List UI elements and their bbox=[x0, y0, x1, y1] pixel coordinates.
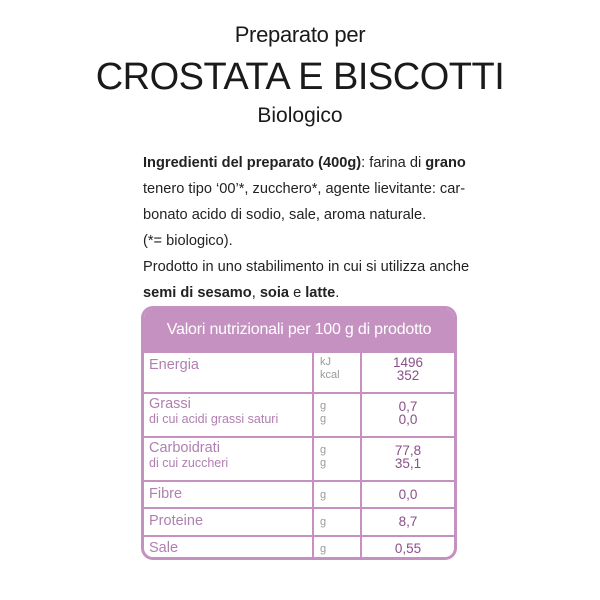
nutrition-row-carbs bbox=[144, 436, 454, 480]
nutrient-unit: g bbox=[320, 457, 327, 469]
nutrient-unit: g bbox=[320, 516, 327, 528]
ingredient-grain: grano bbox=[425, 155, 466, 171]
allergens-line bbox=[143, 280, 463, 306]
nutrition-table bbox=[141, 306, 457, 560]
ingredients-line-2: tenero tipo ‘00’*, zucchero*, agente lievitante: car- bbox=[143, 181, 466, 197]
product-title: CROSTATA E BISCOTTI bbox=[95, 56, 505, 98]
nutrient-unit: g bbox=[320, 400, 327, 412]
nutrition-heading: Valori nutrizionali per 100 g di prodotto bbox=[144, 309, 454, 353]
nutrient-subname: di cui zuccheri bbox=[149, 456, 229, 470]
ingredients-label: Ingredienti del preparato bbox=[143, 155, 315, 171]
nutrient-value: 77,8 bbox=[394, 443, 422, 458]
product-subtitle: Biologico bbox=[257, 104, 343, 127]
nutrition-body bbox=[144, 353, 454, 557]
nutrient-name: Fibre bbox=[149, 486, 183, 502]
nutrition-row-salt bbox=[144, 535, 454, 560]
nutrient-value: 352 bbox=[396, 368, 420, 383]
ingredients-line-4: (*= biologico). bbox=[143, 233, 233, 249]
nutrient-unit: g bbox=[320, 543, 327, 555]
allergen-end: . bbox=[335, 285, 340, 301]
nutrient-name: Carboidrati bbox=[149, 440, 220, 456]
nutrition-row-fat bbox=[144, 392, 454, 436]
nutrient-value: 8,7 bbox=[398, 514, 418, 529]
nutrient-value: 0,0 bbox=[398, 412, 418, 427]
nutrient-unit: g bbox=[320, 413, 327, 425]
nutrient-unit: kcal bbox=[320, 369, 340, 381]
nutrient-value: 1496 bbox=[392, 355, 424, 370]
ingredients-block bbox=[143, 150, 470, 306]
nutrition-row-energy bbox=[144, 353, 454, 392]
ingredients-line-3: bonato acido di sodio, sale, aroma naturale. bbox=[143, 207, 427, 223]
nutrient-name: Grassi bbox=[149, 396, 191, 412]
ingredients-weight: (400g) bbox=[318, 155, 362, 171]
ingredients-text: : farina di bbox=[361, 155, 426, 171]
nutrient-name: Energia bbox=[149, 357, 199, 373]
production-note: Prodotto in uno stabilimento in cui si utilizza anche bbox=[143, 259, 470, 275]
nutrient-unit: g bbox=[320, 489, 327, 501]
nutrition-row-fibre bbox=[144, 480, 454, 507]
allergen-sesame: semi di sesamo bbox=[143, 285, 252, 301]
nutrient-value: 0,7 bbox=[398, 399, 418, 414]
nutrient-subname: di cui acidi grassi saturi bbox=[149, 412, 279, 426]
pre-title: Preparato per bbox=[234, 22, 366, 47]
nutrient-unit: g bbox=[320, 444, 327, 456]
allergen-milk: latte bbox=[305, 285, 336, 301]
nutrient-unit: kJ bbox=[320, 356, 331, 368]
nutrient-name: Sale bbox=[149, 540, 179, 556]
ingredients-line-1 bbox=[143, 150, 466, 176]
nutrition-row-protein bbox=[144, 507, 454, 535]
nutrient-value: 0,0 bbox=[398, 487, 418, 502]
nutrient-value: 0,55 bbox=[394, 541, 422, 556]
nutrient-value: 35,1 bbox=[394, 456, 422, 471]
allergen-separator: e bbox=[289, 285, 306, 301]
allergen-soy: soia bbox=[259, 285, 290, 301]
nutrient-name: Proteine bbox=[149, 513, 204, 529]
allergen-separator: , bbox=[251, 285, 260, 301]
